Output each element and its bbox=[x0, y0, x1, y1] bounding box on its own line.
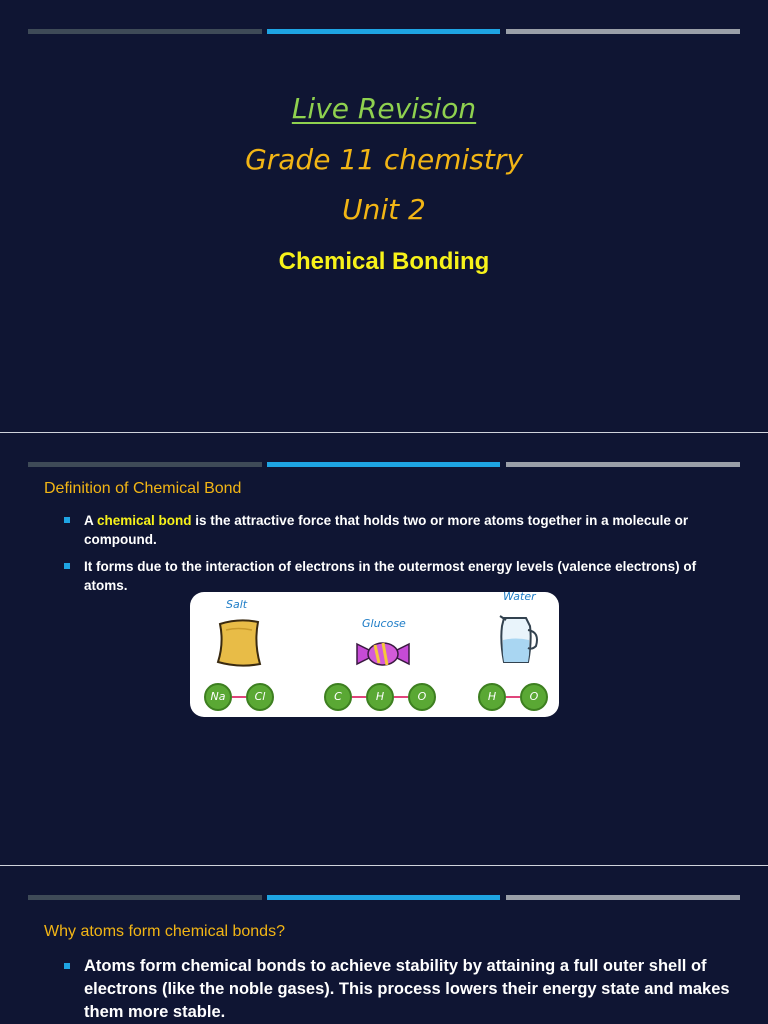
bullet-text: It forms due to the interaction of electrons in the outermost energy levels (valence electrons) of atoms. bbox=[84, 559, 697, 593]
bullet-item bbox=[64, 955, 736, 1024]
bullet-text: is the attractive force that holds two or more atoms together in a molecule or compound. bbox=[84, 513, 689, 547]
highlighted-term: chemical bond bbox=[97, 513, 192, 528]
grade-title: Grade 11 chemistry bbox=[245, 143, 523, 176]
atom-c: C bbox=[324, 683, 352, 711]
bullet-item bbox=[64, 511, 734, 549]
atom-na: Na bbox=[204, 683, 232, 711]
slide-top-bars bbox=[28, 29, 740, 34]
bullet-square-icon bbox=[64, 517, 70, 523]
slide-title bbox=[0, 0, 768, 432]
top-bar-dark bbox=[28, 895, 262, 900]
bond-line bbox=[394, 696, 408, 698]
bond-line bbox=[506, 696, 520, 698]
molecule-illustration bbox=[190, 592, 559, 717]
slide-definition bbox=[0, 433, 768, 865]
topic-title: Chemical Bonding bbox=[278, 248, 490, 275]
top-bar-grey bbox=[506, 29, 740, 34]
unit-title: Unit 2 bbox=[342, 193, 426, 226]
bullet-list bbox=[64, 955, 736, 1024]
bond-line bbox=[352, 696, 366, 698]
bond-line bbox=[232, 696, 246, 698]
atom-h: H bbox=[478, 683, 506, 711]
atom-h: H bbox=[366, 683, 394, 711]
candy-icon bbox=[355, 638, 411, 670]
bullet-square-icon bbox=[64, 563, 70, 569]
top-bar-dark bbox=[28, 29, 262, 34]
salt-bag-icon bbox=[216, 618, 262, 668]
slide-top-bars bbox=[28, 462, 740, 467]
bullet-text: Atoms form chemical bonds to achieve stability by attaining a full outer shell of electrons (like the noble gases). This process lowers their energy state and makes them more stable. bbox=[84, 957, 730, 1021]
glucose-label: Glucose bbox=[362, 617, 406, 630]
bullet-square-icon bbox=[64, 963, 70, 969]
water-jug-icon bbox=[496, 612, 544, 668]
bullet-list bbox=[64, 511, 734, 603]
slide-why-bonds bbox=[0, 866, 768, 1024]
salt-label: Salt bbox=[226, 598, 248, 611]
atom-cl: Cl bbox=[246, 683, 274, 711]
top-bar-grey bbox=[506, 895, 740, 900]
top-bar-blue bbox=[267, 895, 500, 900]
slide-heading: Why atoms form chemical bonds? bbox=[44, 923, 285, 940]
bullet-text: A bbox=[84, 513, 97, 528]
atom-o: O bbox=[520, 683, 548, 711]
bullet-item bbox=[64, 557, 734, 595]
top-bar-grey bbox=[506, 462, 740, 467]
atom-o: O bbox=[408, 683, 436, 711]
top-bar-blue bbox=[267, 29, 500, 34]
top-bar-blue bbox=[267, 462, 500, 467]
slide-heading: Definition of Chemical Bond bbox=[44, 480, 242, 497]
top-bar-dark bbox=[28, 462, 262, 467]
water-label: Water bbox=[503, 592, 536, 603]
slide-top-bars bbox=[28, 895, 740, 900]
live-revision-title: Live Revision bbox=[291, 92, 477, 125]
